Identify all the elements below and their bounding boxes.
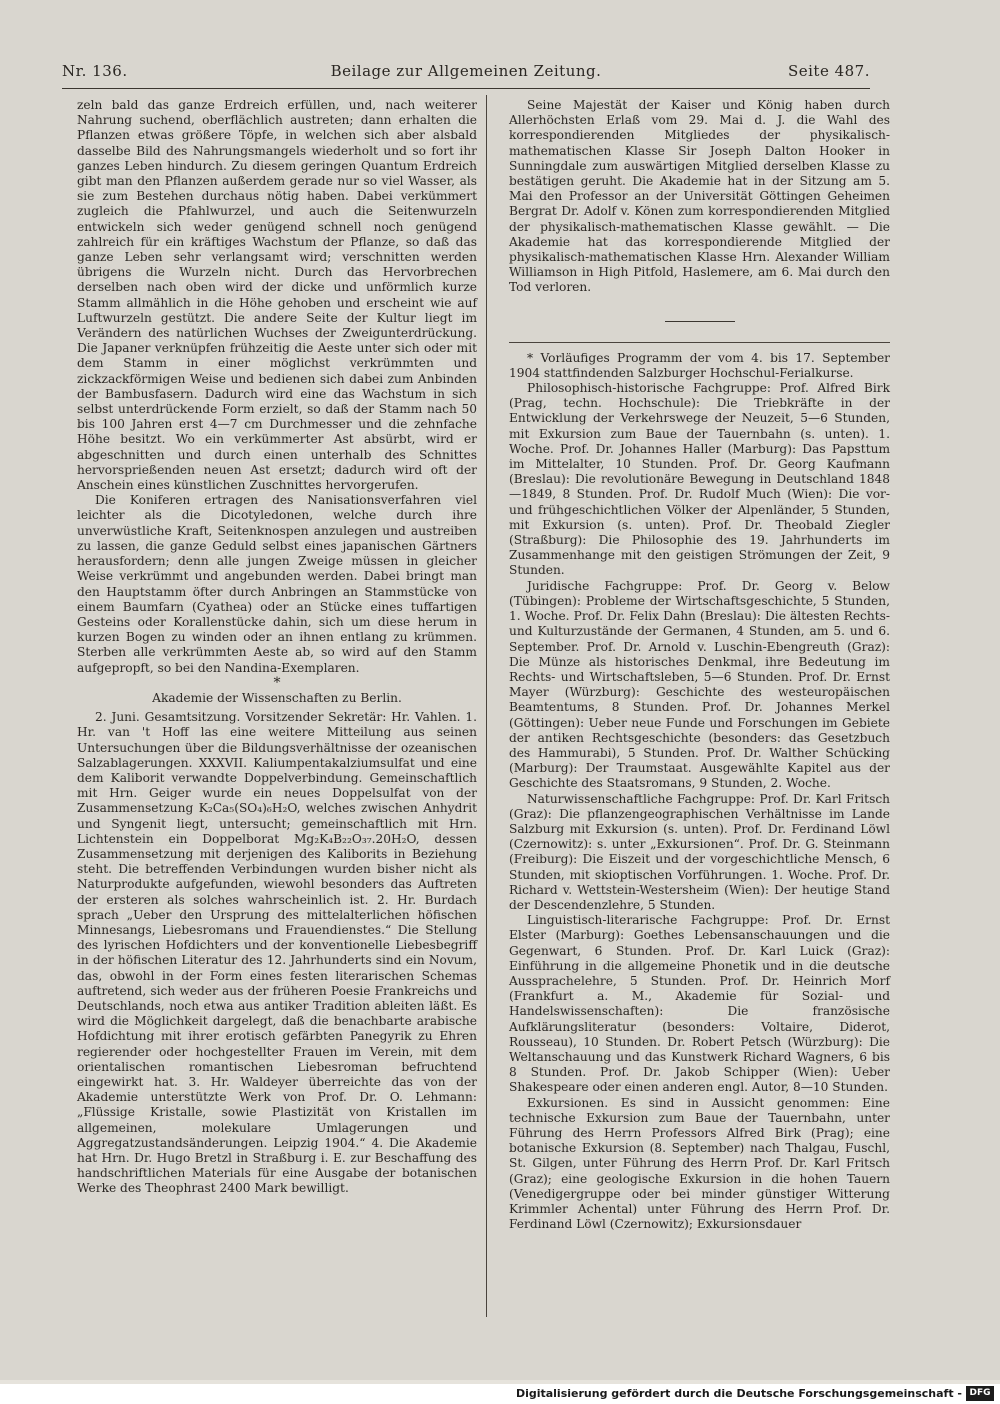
header-rule <box>62 88 870 89</box>
excursions: Exkursionen. Es sind in Aussicht genommen: Eine technische Exkursion zum Baue der Tauernbahn, unter Führung des Herrn Professors Alfred Birk (Prag); eine botanische Exkursion (8. September) nach Thalgau, Fuschl, St. Gilgen, unter Führung des Herrn Prof. Dr. Karl Fritsch (Graz); eine geologische Exkursion in die hohen Tauern (Venedigergruppe oder bei minder günstiger Witterung Krimmler Achental) unter Führung des Herrn Prof. Dr. Ferdinand Löwl (Czernowitz); Exkursionsdauer <box>509 1095 890 1232</box>
issue-number: Nr. 136. <box>62 62 128 80</box>
digitization-footer <box>0 1384 1000 1404</box>
ornament-divider <box>509 314 890 324</box>
bonsai-paragraph-2: Die Koniferen ertragen des Nanisationsverfahren viel leichter als die Dicotyledonen, welche durch ihre unverwüstliche Kraft, Seitenknospen anzulegen und austreiben zu lassen, die ganze Geduld selbst eines japanischen Gärtners herausfordern; denn alle jungen Zweige müssen in gleicher Weise verkrümmt und angebunden werden. Dabei bringt man den Hauptstamm öfter durch Anbringen an Stammstücke von einem Baumfarn (Cyathea) oder an Stücke eines tuffartigen Gesteins oder Korallenstücke dahin, sich um diese herum in kurzen Bogen zu winden oder an ihnen entlang zu krümmen. Sterben alle verkrümmten Aeste ab, so wird auf den Stamm aufgepropft, so bei den Nandina-Exemplaren. <box>77 493 477 675</box>
science-group: Naturwissenschaftliche Fachgruppe: Prof. Dr. Karl Fritsch (Graz): Die pflanzengeographischen Verhältnisse im Lande Salzburg mit Exkursion (s. unten). Prof. Dr. Ferdinand Löwl (Czernowitz): s. unter „Exkursionen“. Prof. Dr. G. Steinmann (Freiburg): Die Eiszeit und der vorgeschichtliche Mensch, 6 Stunden, mit skioptischen Vorführungen. 1. Woche. Prof. Dr. Richard v. Wettstein-Westersheim (Wien): Der heutige Stand der Descendenzlehre, 5 Stunden. <box>509 791 890 912</box>
linguistics-group: Linguistisch-literarische Fachgruppe: Prof. Dr. Ernst Elster (Marburg): Goethes Lebensanschauungen und die Gegenwart, 6 Stunden. Prof. Dr. Karl Luick (Graz): Einführung in die allgemeine Phonetik und in die deutsche Aussprachelehre, 5 Stunden. Prof. Dr. Heinrich Morf (Frankfurt a. M., Akademie für Sozial- und Handelswissenschaften): Die französische Aufklärungsliteratur (besonders: Voltaire, Diderot, Rousseau), 10 Stunden. Dr. Robert Petsch (Würzburg): Die Weltanschauung und das Kunstwerk Richard Wagners, 6 bis 8 Stunden. Prof. Dr. Jakob Schipper (Wien): Ueber Shakespeare oder einen anderen engl. Autor, 8—10 Stunden. <box>509 913 890 1095</box>
footer-credit: Digitalisierung gefördert durch die Deutsche Forschungsgemeinschaft - <box>515 1387 962 1400</box>
right-column <box>509 98 890 1232</box>
left-column <box>77 98 477 1197</box>
law-group: Juridische Fachgruppe: Prof. Dr. Georg v. Below (Tübingen): Probleme der Wirtschaftsgeschichte, 5 Stunden, 1. Woche. Prof. Dr. Felix Dahn (Breslau): Die ältesten Rechts- und Kulturzustände der Germanen, 4 Stunden, am 5. und 6. September. Prof. Dr. Arnold v. Luschin-Ebengreuth (Graz): Die Münze als historisches Denkmal, ihre Bedeutung im Rechts- und Wirtschaftsleben, 5—6 Stunden. Prof. Dr. Ernst Mayer (Würzburg): Geschichte des westeuropäischen Beamtentums, 8 Stunden. Prof. Dr. Johannes Merkel (Göttingen): Ueber neue Funde und Forschungen im Gebiete der antiken Rechtsgeschichte (besonders: das Gesetzbuch des Hammurabi), 5 Stunden. Prof. Dr. Walther Schücking (Marburg): Der Traumstaat. Ausgewählte Kapitel aus der Geschichte des Staatsromans, 9 Stunden, 2. Woche. <box>509 578 890 791</box>
section-title: Akademie der Wissenschaften zu Berlin. <box>152 690 402 705</box>
column-divider <box>486 95 487 1317</box>
dfg-logo: DFG <box>966 1386 994 1401</box>
academy-report: 2. Juni. Gesamtsitzung. Vorsitzender Sekretär: Hr. Vahlen. 1. Hr. van 't Hoff las eine weitere Mitteilung aus seinen Untersuchungen über die Bildungsverhältnisse der ozeanischen Salzablagerungen. XXXVII. Kaliumpentakalziumsulfat und eine dem Kaliborit verwandte Doppelverbindung. Gemeinschaftlich mit Hrn. Geiger wurde ein neues Doppelsulfat von der Zusammensetzung K₂Ca₅(SO₄)₆H₂O, welches zwischen Anhydrit und Syngenit liegt, untersucht; gemeinschaftlich mit Hrn. Lichtenstein ein Doppelborat Mg₂K₄B₂₂O₃₇.20H₂O, dessen Zusammensetzung mit derjenigen des Kaliborits in Beziehung steht. Die betreffenden Verbindungen wurden bisher nicht als Naturprodukte aufgefunden, wiewohl besonders das Auftreten der ersteren als solches wahrscheinlich ist. 2. Hr. Burdach sprach „Ueber den Ursprung des mittelalterlichen höfischen Minnesangs, Liebesromans und Frauendienstes.“ Die Stellung des lyrischen Hofdichters und der konventionelle Liebesbegriff in der höfischen Literatur des 12. Jahrhunderts sind ein Novum, das, obwohl in der Form eines festen literarischen Schemas auftretend, sich weder aus der früheren Poesie Frankreichs und Deutschlands, noch etwa aus antiker Tradition ableiten läßt. Es wird die Möglichkeit dargelegt, daß die benachbarte arabische Hofdichtung mit ihrer erotisch gefärbten Panegyrik zu Ehren regierender oder hochgestellter Frauen im Verein, mit dem orientalischen romantischen Liebesroman befruchtend eingewirkt hat. 3. Hr. Waldeyer überreichte das von der Akademie unterstützte Werk von Prof. Dr. O. Lehmann: „Flüssige Kristalle, sowie Plastizität von Kristallen im allgemeinen, molekulare Umlagerungen und Aggregatzustandsänderungen. Leipzig 1904.“ 4. Die Akademie hat Hrn. Dr. Hugo Bretzl in Straßburg i. E. zur Beschaffung des handschriftlichen Materials für eine Ausgabe der botanischen Werke des Theophrast 2400 Mark bewilligt. <box>77 710 477 1196</box>
program-title: * Vorläufiges Programm der vom 4. bis 17. September 1904 stattfindenden Salzburger Hochschul-Ferialkurse. <box>509 350 890 380</box>
page-header <box>62 58 870 86</box>
bonsai-paragraph-1: zeln bald das ganze Erdreich erfüllen, und, nach weiterer Nahrung suchend, oberflächlich austreten; dann erhalten die Pflanzen etwas größere Töpfe, in welchen sich aber alsbald dasselbe Bild des Nahrungsmangels wiederholt und so fort ihr ganzes Leben hindurch. Zu diesem geringen Quantum Erdreich gibt man den Pflanzen außerdem gerade nur so viel Wasser, als sie zum Bestehen durchaus nötig haben. Dabei verkümmert zugleich die Pfahlwurzel, und auch die Seitenwurzeln entwickeln sich weder genügend schnell noch genügend zahlreich für ein kräftiges Wachstum der Pflanze, so daß das ganze Leben sehr verlangsamt wird; verschnitten werden übrigens die Wurzeln nicht. Durch das Hervorbrechen derselben nach oben wird der dicke und unförmlich kurze Stamm allmählich in die Höhe gehoben und erscheint wie auf Luftwurzeln gestützt. Die andere Seite der Kultur liegt im Verändern des natürlichen Wuchses der Zweigunterdrückung. Die Japaner verknüpfen frühzeitig die Aeste unter sich oder mit dem Stamm in einer möglichst verkrümmten und zickzackförmigen Weise und bedienen sich dabei zum Anbinden der Bambusfasern. Dadurch wird eine das Wachstum in sich selbst unterdrückende Form erzielt, so daß der Stamm nach 50 bis 100 Jahren erst 4—7 cm Durchmesser und die zehnfache Höhe besitzt. Wo ein verkümmerter Ast absürbt, wird er abgeschnitten und durch einen unterhalb des Schnittes hervorsprießenden neuen Ast ersetzt; dadurch wird oft der Anschein eines künstlichen Zuschnittes hervorgerufen. <box>77 98 477 493</box>
section-rule <box>509 342 890 343</box>
academy-announcement: Seine Majestät der Kaiser und König haben durch Allerhöchsten Erlaß vom 29. Mai d. J. die Wahl des korrespondierenden Mitgliedes der physikalisch-mathematischen Klasse Sir Joseph Dalton Hooker in Sunningdale zum auswärtigen Mitglied derselben Klasse zu bestätigen geruht. Die Akademie hat in der Sitzung am 5. Mai den Professor an der Universität Göttingen Geheimen Bergrat Dr. Adolf v. Könen zum korrespondierenden Mitglied der physikalisch-mathematischen Klasse gewählt. — Die Akademie hat das korrespondierende Mitglied der physikalisch-mathematischen Klasse Hrn. Alexander William Williamson in High Pitfold, Haslemere, am 6. Mai durch den Tod verloren. <box>509 98 890 295</box>
running-title: Beilage zur Allgemeinen Zeitung. <box>330 62 602 80</box>
section-star: * <box>273 674 281 691</box>
page-number: Seite 487. <box>787 62 870 80</box>
philosophy-group: Philosophisch-historische Fachgruppe: Prof. Alfred Birk (Prag, techn. Hochschule): Die Triebkräfte in der Entwicklung der Verkehrswege der Neuzeit, 5—6 Stunden, mit Exkursion zum Baue der Tauernbahn (s. unten). 1. Woche. Prof. Dr. Johannes Haller (Marburg): Das Papsttum im Mittelalter, 10 Stunden. Prof. Dr. Georg Kaufmann (Breslau): Die revolutionäre Bewegung in Deutschland 1848—1849, 8 Stunden. Prof. Dr. Rudolf Much (Wien): Die vor- und frühgeschichtlichen Völker der Alpenländer, 5 Stunden, mit Exkursion (s. unten). Prof. Dr. Theobald Ziegler (Straßburg): Die Philosophie des 19. Jahrhunderts im Zusammenhange mit den geistigen Strömungen der Zeit, 9 Stunden. <box>509 381 890 578</box>
